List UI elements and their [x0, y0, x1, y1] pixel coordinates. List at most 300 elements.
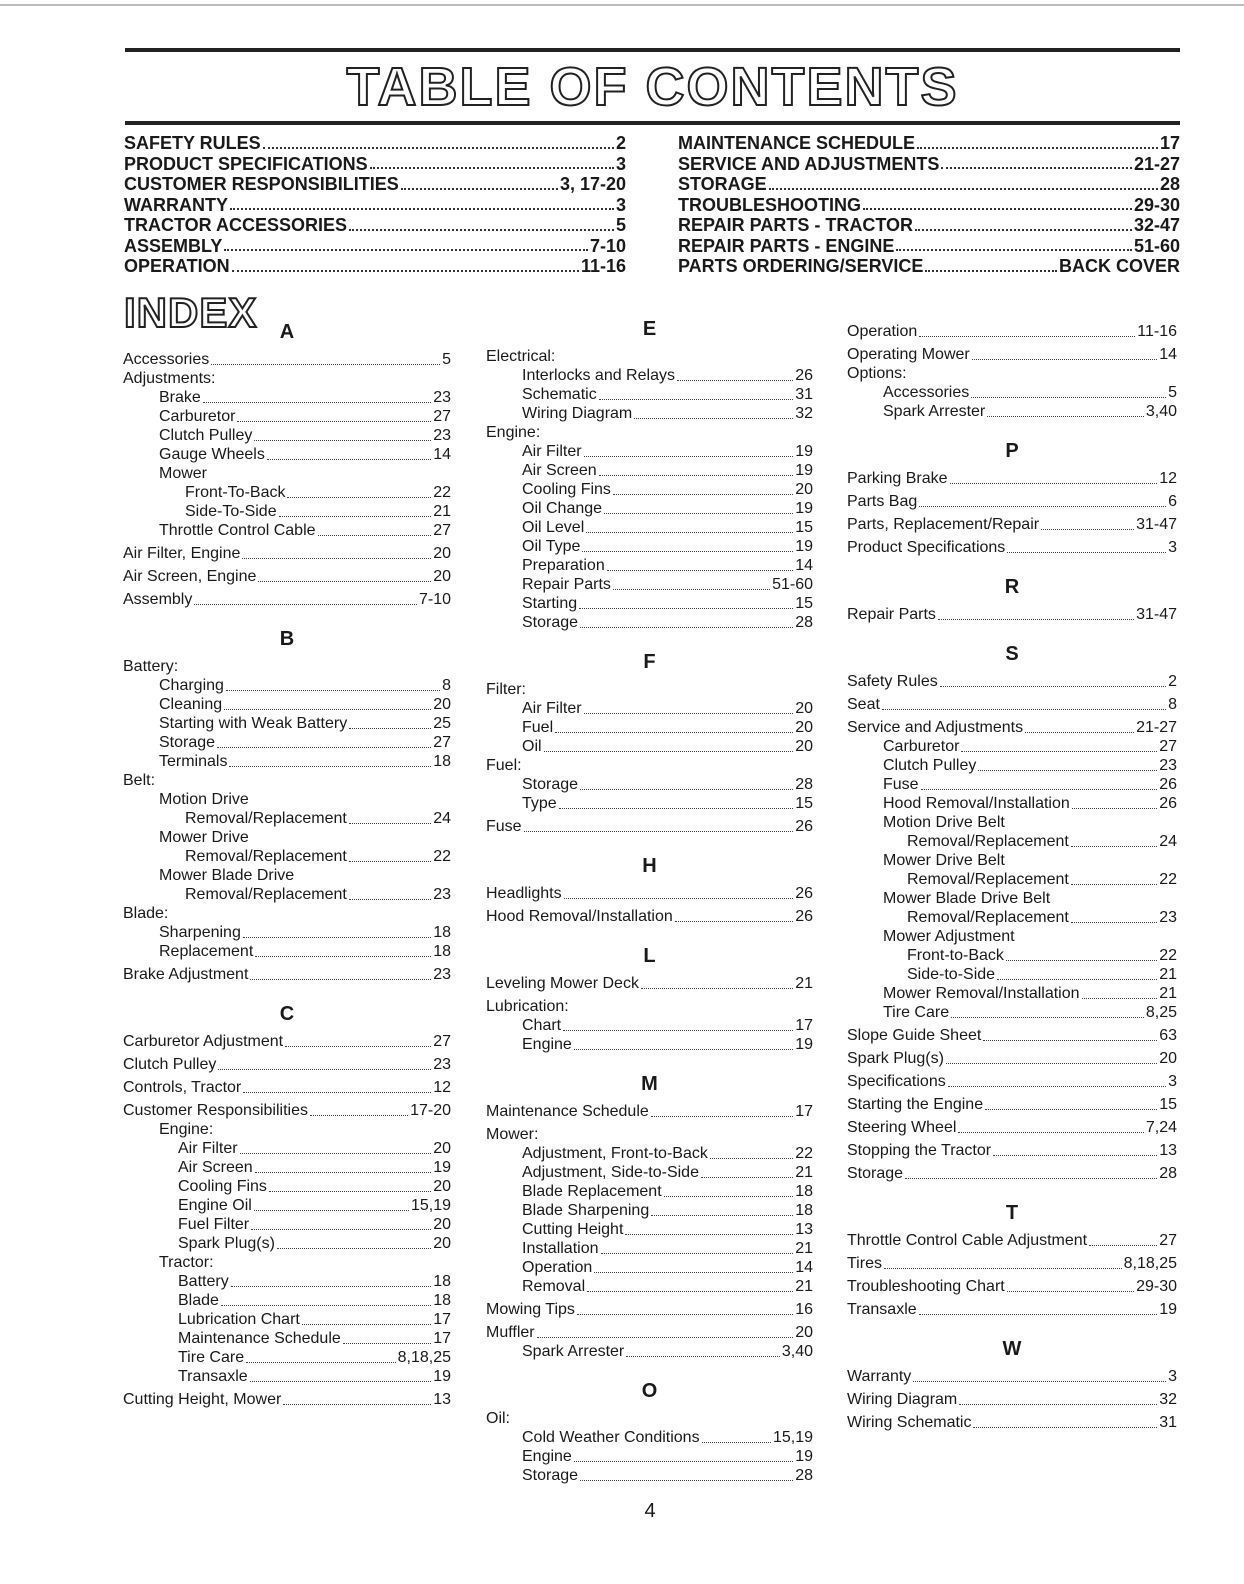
- index-label: Transaxle: [847, 1301, 917, 1318]
- index-entry: [486, 1447, 813, 1466]
- leader-dots: [997, 979, 1157, 980]
- leader-dots: [607, 570, 793, 571]
- index-label: Spark Plug(s): [178, 1235, 275, 1252]
- index-entry: [847, 1300, 1177, 1319]
- index-page: 28: [795, 1467, 813, 1484]
- index-label: Storage: [522, 1467, 579, 1484]
- index-entry: [123, 502, 451, 521]
- index-page: 15,19: [772, 1429, 813, 1446]
- leader-dots: [587, 1291, 793, 1292]
- index-page: 26: [795, 908, 813, 925]
- index-page: 21: [795, 1240, 813, 1257]
- index-label: Air Screen, Engine: [123, 568, 257, 585]
- index-label: Air Filter: [522, 443, 582, 460]
- index-page: 19: [795, 538, 813, 555]
- leader-dots: [1071, 922, 1157, 923]
- index-label: Blade: [178, 1292, 219, 1309]
- index-label: Service and Adjustments: [847, 719, 1024, 736]
- index-label: Engine: [522, 1036, 572, 1053]
- index-entry: [486, 680, 813, 699]
- index-label: Engine Oil: [178, 1197, 252, 1214]
- index-label: Lubrication:: [486, 998, 569, 1015]
- toc-label: SAFETY RULES: [124, 133, 261, 153]
- index-label: Replacement: [159, 943, 254, 960]
- index-page: 8,18,25: [1123, 1255, 1177, 1272]
- index-page: 11-16: [1137, 323, 1177, 340]
- index-entry: [123, 1196, 451, 1215]
- index-page: 19: [795, 1036, 813, 1053]
- leader-dots: [251, 1229, 431, 1230]
- index-letter-heading: H: [642, 855, 657, 877]
- leader-dots: [194, 604, 417, 605]
- index-label: Lubrication Chart: [178, 1311, 300, 1328]
- index-page: 17: [795, 1017, 813, 1034]
- index-page: 27: [1159, 1232, 1177, 1249]
- leader-dots: [250, 1381, 432, 1382]
- index-label: Fuel: [522, 719, 554, 736]
- index-entry: [486, 1035, 813, 1054]
- index-page: 8: [442, 677, 451, 694]
- index-page: 14: [795, 1259, 813, 1276]
- index-page: 21: [1159, 966, 1177, 983]
- toc-right-column: [678, 133, 1180, 277]
- leader-dots: [574, 1461, 793, 1462]
- leader-dots: [224, 709, 431, 710]
- index-page: 18: [433, 1292, 451, 1309]
- leader-dots: [574, 1049, 793, 1050]
- index-page: 19: [795, 443, 813, 460]
- index-page: 13: [433, 1391, 451, 1408]
- leader-dots: [580, 627, 793, 628]
- index-page: 3: [1168, 1368, 1177, 1385]
- index-page: 22: [1159, 947, 1177, 964]
- index-page: 20: [795, 481, 813, 498]
- index-label: Air Filter: [522, 700, 582, 717]
- toc-entry: [678, 256, 1180, 277]
- index-entry: [123, 388, 451, 407]
- index-letter-heading: F: [643, 651, 656, 673]
- index-page: 23: [433, 886, 451, 903]
- index-entry: [486, 556, 813, 575]
- index-entry: [123, 521, 451, 540]
- index-page: 14: [795, 557, 813, 574]
- index-page: 21: [795, 975, 813, 992]
- leader-dots: [285, 1046, 431, 1047]
- index-label: Wiring Schematic: [847, 1414, 972, 1431]
- index-entry: [123, 657, 451, 676]
- toc-left-column: [124, 133, 626, 277]
- toc-label: PRODUCT SPECIFICATIONS: [124, 153, 368, 174]
- index-entry: [123, 752, 451, 771]
- index-page: 19: [433, 1368, 451, 1385]
- index-label: Mower Blade Drive: [159, 867, 295, 884]
- leader-dots: [211, 364, 440, 365]
- index-label: Headlights: [486, 885, 562, 902]
- index-label: Slope Guide Sheet: [847, 1027, 982, 1044]
- index-entry: [123, 1120, 451, 1139]
- leader-dots: [987, 416, 1144, 417]
- index-label: Fuse: [486, 818, 522, 835]
- index-entry: [123, 809, 451, 828]
- index-page: 3: [1168, 539, 1177, 556]
- index-letter-heading: S: [1005, 643, 1019, 665]
- leader-dots: [231, 1286, 432, 1287]
- index-page: 20: [795, 719, 813, 736]
- index-entry: [486, 756, 813, 775]
- leader-dots: [230, 208, 614, 210]
- index-label: Type: [522, 795, 557, 812]
- index-label: Fuse: [883, 776, 919, 793]
- index-page: 26: [1159, 776, 1177, 793]
- index-entry: [847, 927, 1177, 946]
- index-entry: [486, 480, 813, 499]
- index-entry: [486, 1102, 813, 1121]
- toc-page: 17: [1159, 133, 1180, 153]
- index-page: 18: [433, 753, 451, 770]
- toc-page: 3, 17-20: [559, 174, 626, 194]
- leader-dots: [203, 402, 431, 403]
- index-entry: [123, 590, 451, 609]
- index-entry: [847, 492, 1177, 511]
- leader-dots: [769, 188, 1158, 190]
- index-label: Air Screen: [178, 1159, 253, 1176]
- index-entry: [486, 1239, 813, 1258]
- toc-page: 29-30: [1133, 194, 1180, 215]
- index-entry: [123, 464, 451, 483]
- index-entry: [486, 385, 813, 404]
- index-label: Parts, Replacement/Repair: [847, 516, 1040, 533]
- index-label: Cleaning: [159, 696, 223, 713]
- index-label: Operation: [847, 323, 918, 340]
- index-entry: [123, 847, 451, 866]
- leader-dots: [675, 921, 793, 922]
- index-entry: [123, 965, 451, 984]
- leader-dots: [584, 456, 794, 457]
- leader-dots: [701, 1177, 793, 1178]
- index-label: Fuel:: [486, 757, 522, 774]
- index-label: Side-To-Side: [185, 503, 277, 520]
- leader-dots: [634, 418, 793, 419]
- toc-page: 3: [615, 194, 626, 215]
- index-entry: [123, 1078, 451, 1097]
- index-label: Blade Replacement: [522, 1183, 662, 1200]
- index-page: 20: [795, 700, 813, 717]
- toc-entry: [678, 154, 1180, 175]
- toc-entry: [124, 154, 626, 175]
- leader-dots: [626, 1356, 780, 1357]
- leader-dots: [283, 1404, 431, 1405]
- index-entry: [486, 1220, 813, 1239]
- leader-dots: [254, 1210, 409, 1211]
- index-page: 7,24: [1145, 1119, 1177, 1136]
- index-label: Oil:: [486, 1410, 510, 1427]
- index-entry: [847, 1141, 1177, 1160]
- leader-dots: [255, 1172, 432, 1173]
- leader-dots: [580, 789, 793, 790]
- leader-dots: [343, 1343, 431, 1344]
- index-entry: [486, 718, 813, 737]
- index-entry: [123, 445, 451, 464]
- index-entry: [123, 771, 451, 790]
- index-label: Cutting Height: [522, 1221, 624, 1238]
- index-label: Front-to-Back: [907, 947, 1004, 964]
- index-entry: [847, 718, 1177, 737]
- index-page: 22: [433, 848, 451, 865]
- leader-dots: [582, 551, 793, 552]
- index-entry: [847, 870, 1177, 889]
- index-page: 27: [433, 522, 451, 539]
- index-label: Front-To-Back: [185, 484, 286, 501]
- index-entry: [486, 1466, 813, 1485]
- index-label: Adjustments:: [123, 370, 216, 387]
- index-page: 17-20: [410, 1102, 451, 1119]
- index-label: Air Filter: [178, 1140, 238, 1157]
- index-entry: [847, 889, 1177, 908]
- index-label: Removal/Replacement: [907, 871, 1069, 888]
- index-page: 23: [1159, 909, 1177, 926]
- index-label: Cooling Fins: [522, 481, 611, 498]
- leader-dots: [958, 1132, 1143, 1133]
- toc-page: 2: [615, 133, 626, 153]
- index-page: 15: [1159, 1096, 1177, 1113]
- index-entry: [847, 469, 1177, 488]
- index-page: 26: [795, 367, 813, 384]
- index-entry: [847, 383, 1177, 402]
- leader-dots: [217, 747, 431, 748]
- index-label: Blade Sharpening: [522, 1202, 650, 1219]
- index-label: Storage: [522, 776, 579, 793]
- index-label: Tires: [847, 1255, 882, 1272]
- index-label: Cold Weather Conditions: [522, 1429, 700, 1446]
- leader-dots: [710, 1158, 793, 1159]
- index-entry: [123, 1032, 451, 1051]
- index-entry: [123, 407, 451, 426]
- index-entry: [123, 544, 451, 563]
- leader-dots: [651, 1215, 793, 1216]
- index-page: 20: [433, 1235, 451, 1252]
- leader-dots: [279, 516, 432, 517]
- index-entry: [123, 567, 451, 586]
- index-page: 5: [442, 351, 451, 368]
- index-entry: [847, 672, 1177, 691]
- index-entry: [847, 851, 1177, 870]
- index-page: 32: [795, 405, 813, 422]
- index-label: Maintenance Schedule: [486, 1103, 649, 1120]
- index-page: 14: [1159, 346, 1177, 363]
- toc-label: OPERATION: [124, 256, 230, 276]
- index-entry: [486, 1182, 813, 1201]
- index-entry: [123, 1158, 451, 1177]
- index-page: 63: [1159, 1027, 1177, 1044]
- index-page: 18: [433, 1273, 451, 1290]
- index-page: 18: [433, 943, 451, 960]
- leader-dots: [267, 459, 431, 460]
- index-page: 18: [795, 1202, 813, 1219]
- index-entry: [847, 538, 1177, 557]
- title-rule-top: [125, 48, 1180, 52]
- leader-dots: [983, 1040, 1157, 1041]
- leader-dots: [586, 532, 793, 533]
- index-entry: [847, 908, 1177, 927]
- index-label: Mowing Tips: [486, 1301, 575, 1318]
- index-letter-heading: A: [279, 321, 295, 343]
- index-entry: [123, 350, 451, 369]
- index-page: 20: [433, 1178, 451, 1195]
- index-label: Seat: [847, 696, 880, 713]
- index-page: 31-47: [1136, 606, 1177, 623]
- index-page: 23: [433, 1056, 451, 1073]
- index-label: Cutting Height, Mower: [123, 1391, 282, 1408]
- toc-entry: [678, 174, 1180, 195]
- index-label: Throttle Control Cable Adjustment: [847, 1232, 1088, 1249]
- index-entry: [123, 1177, 451, 1196]
- index-label: Engine:: [486, 424, 541, 441]
- index-page: 15: [795, 795, 813, 812]
- leader-dots: [702, 1442, 771, 1443]
- leader-dots: [1089, 1245, 1157, 1246]
- index-entry: [123, 1139, 451, 1158]
- index-entry: [486, 1201, 813, 1220]
- index-entry: [123, 1215, 451, 1234]
- leader-dots: [246, 1362, 396, 1363]
- index-label: Storage: [847, 1165, 904, 1182]
- leader-dots: [959, 1404, 1157, 1405]
- index-label: Removal/Replacement: [185, 848, 347, 865]
- leader-dots: [269, 1191, 431, 1192]
- leader-dots: [255, 956, 431, 957]
- index-page: 25: [433, 715, 451, 732]
- index-entry: [486, 907, 813, 926]
- index-label: Clutch Pulley: [883, 757, 977, 774]
- index-page: 8: [1168, 696, 1177, 713]
- index-page: 17: [433, 1311, 451, 1328]
- index-entry: [123, 695, 451, 714]
- leader-dots: [310, 1115, 408, 1116]
- leader-dots: [349, 861, 431, 862]
- index-page: 23: [433, 427, 451, 444]
- index-label: Oil: [522, 738, 542, 755]
- index-entry: [847, 1164, 1177, 1183]
- index-label: Brake: [159, 389, 201, 406]
- index-entry: [123, 866, 451, 885]
- index-label: Starting: [522, 595, 578, 612]
- toc-page: 5: [615, 215, 626, 235]
- index-label: Engine: [522, 1448, 572, 1465]
- index-label: Specifications: [847, 1073, 946, 1090]
- index-entry: [847, 1049, 1177, 1068]
- leader-dots: [580, 1480, 793, 1481]
- index-entry: [486, 775, 813, 794]
- index-page: 2: [1168, 673, 1177, 690]
- index-label: Options:: [847, 365, 907, 382]
- index-page: 27: [433, 1033, 451, 1050]
- index-label: Troubleshooting Chart: [847, 1278, 1005, 1295]
- leader-dots: [1041, 529, 1134, 530]
- index-entry: [486, 1323, 813, 1342]
- toc-label: CUSTOMER RESPONSIBILITIES: [124, 174, 399, 194]
- toc-page: 32-47: [1133, 215, 1180, 235]
- index-label: Assembly: [123, 591, 193, 608]
- index-letter-heading: M: [641, 1073, 658, 1095]
- index-page: 19: [795, 500, 813, 517]
- leader-dots: [1072, 808, 1157, 809]
- index-page: 3,40: [781, 1343, 813, 1360]
- index-page: 19: [1159, 1301, 1177, 1318]
- index-page: 24: [1159, 833, 1177, 850]
- index-page: 7-10: [418, 591, 451, 608]
- leader-dots: [948, 1086, 1166, 1087]
- toc-label: SERVICE AND ADJUSTMENTS: [678, 153, 940, 174]
- index-label: Repair Parts: [522, 576, 611, 593]
- index-label: Clutch Pulley: [123, 1056, 217, 1073]
- index-page: 20: [433, 568, 451, 585]
- index-label: Starting with Weak Battery: [159, 715, 348, 732]
- index-label: Tire Care: [883, 1004, 950, 1021]
- index-entry: [486, 1016, 813, 1035]
- leader-dots: [613, 589, 770, 590]
- leader-dots: [349, 899, 431, 900]
- index-label: Carburetor: [883, 738, 960, 755]
- index-entry: [847, 695, 1177, 714]
- leader-dots: [232, 270, 579, 272]
- index-column-1: [123, 318, 451, 1409]
- leader-dots: [537, 1337, 794, 1338]
- leader-dots: [243, 1092, 431, 1093]
- index-entry: [847, 946, 1177, 965]
- leader-dots: [584, 713, 794, 714]
- toc-entry: [124, 215, 626, 236]
- index-column-3: [847, 322, 1177, 1432]
- index-entry: [123, 1367, 451, 1386]
- index-page: 31-47: [1136, 516, 1177, 533]
- leader-dots: [971, 397, 1166, 398]
- leader-dots: [1006, 960, 1157, 961]
- toc-entry: [124, 256, 626, 277]
- index-entry: [486, 794, 813, 813]
- index-label: Operation: [522, 1259, 593, 1276]
- index-label: Removal: [522, 1278, 586, 1295]
- index-label: Leveling Mower Deck: [486, 975, 639, 992]
- index-letter-heading: C: [279, 1003, 295, 1025]
- index-label: Mower:: [486, 1126, 539, 1143]
- index-label: Hood Removal/Installation: [486, 908, 673, 925]
- leader-dots: [277, 1248, 431, 1249]
- index-entry: [847, 984, 1177, 1003]
- index-entry: [847, 1367, 1177, 1386]
- index-page: 15,19: [410, 1197, 451, 1214]
- leader-dots: [370, 167, 614, 169]
- index-entry: [123, 1390, 451, 1409]
- index-page: 22: [1159, 871, 1177, 888]
- index-entry: [847, 402, 1177, 421]
- leader-dots: [563, 1030, 793, 1031]
- index-page: 16: [795, 1301, 813, 1318]
- leader-dots: [318, 535, 432, 536]
- page-number: 4: [644, 1500, 656, 1522]
- leader-dots: [978, 770, 1157, 771]
- index-label: Storage: [522, 614, 579, 631]
- leader-dots: [221, 1305, 431, 1306]
- leader-dots: [287, 497, 431, 498]
- leader-dots: [258, 581, 431, 582]
- index-entry: [123, 426, 451, 445]
- index-page: 21: [433, 503, 451, 520]
- index-entry: [486, 1409, 813, 1428]
- index-label: Spark Arrester: [522, 1343, 625, 1360]
- leader-dots: [905, 1178, 1157, 1179]
- leader-dots: [263, 147, 614, 149]
- index-label: Interlocks and Relays: [522, 367, 675, 384]
